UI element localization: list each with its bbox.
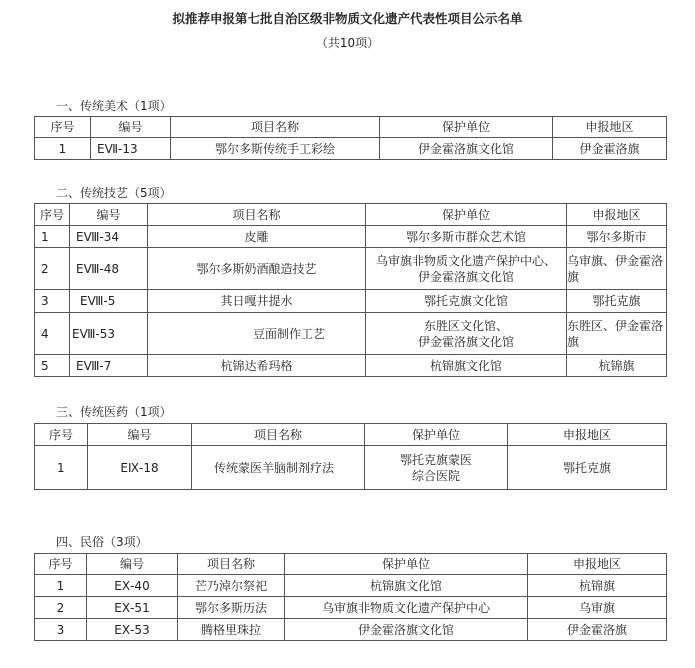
cell-name: 皮雕 [148, 226, 366, 248]
cell-unit [366, 313, 567, 355]
table-row [35, 290, 667, 313]
column-header: 编号 [70, 204, 148, 226]
column-header: 编号 [91, 117, 171, 138]
cell-unit: 杭锦旗文化馆 [366, 355, 567, 377]
table-row [35, 138, 667, 160]
cell-name: 豆面制作工艺 [148, 313, 366, 355]
cell-unit-line: 伊金霍洛旗文化馆 [417, 334, 514, 349]
table-row [35, 446, 667, 490]
column-header: 项目名称 [192, 424, 365, 446]
cell-code: EⅦ-13 [91, 138, 171, 160]
table-header-row [35, 424, 667, 446]
cell-unit-line: 乌审旗非物质文化遗产保护中心、 [375, 253, 556, 268]
cell-unit: 乌审旗非物质文化遗产保护中心 [285, 597, 528, 619]
cell-unit-line: 伊金霍洛旗文化馆 [417, 269, 514, 284]
cell-unit: 鄂尔多斯市群众艺术馆 [366, 226, 567, 248]
cell-name: 鄂尔多斯传统手工彩绘 [171, 138, 380, 160]
cell-code: EⅧ-48 [70, 248, 148, 290]
cell-name: 鄂尔多斯奶酒酿造技艺 [148, 248, 366, 290]
column-header: 保护单位 [285, 554, 528, 575]
page-title: 拟推荐申报第七批自治区级非物质文化遗产代表性项目公示名单 [172, 11, 523, 26]
cell-region: 杭锦旗 [528, 575, 667, 597]
table-header-row [35, 117, 667, 138]
cell-unit: 鄂托克旗文化馆 [366, 290, 567, 313]
table-header-row [35, 204, 667, 226]
cell-name: 其日嘎井提水 [148, 290, 366, 313]
cell-unit: 杭锦旗文化馆 [285, 575, 528, 597]
table-row [35, 226, 667, 248]
cell-code: EⅨ-18 [88, 446, 192, 490]
cell-unit [365, 446, 508, 490]
cell-unit-line: 鄂托克旗蒙医 [399, 452, 472, 467]
table-row [35, 619, 667, 641]
column-header: 项目名称 [178, 554, 285, 575]
table-crafts [34, 203, 667, 377]
table-row [35, 248, 667, 290]
cell-code: EⅧ-5 [70, 290, 148, 313]
cell-no: 1 [35, 446, 88, 490]
cell-region: 鄂尔多斯市 [567, 226, 667, 248]
table-row [35, 355, 667, 377]
column-header: 保护单位 [380, 117, 553, 138]
cell-code: EⅩ-40 [87, 575, 178, 597]
column-header: 保护单位 [366, 204, 567, 226]
cell-region: 杭锦旗 [567, 355, 667, 377]
page-subtitle: （共10项） [315, 36, 380, 50]
cell-unit-line: 综合医院 [411, 468, 460, 483]
column-header: 编号 [88, 424, 192, 446]
table-medicine [34, 423, 667, 490]
cell-no: 1 [35, 226, 70, 248]
cell-no: 1 [35, 575, 87, 597]
cell-name: 腾格里珠拉 [178, 619, 285, 641]
section-heading-medicine: 三、传统医药（1项） [56, 405, 172, 419]
section-heading-folk-customs: 四、民俗（3项） [56, 535, 148, 549]
cell-code: EⅧ-34 [70, 226, 148, 248]
cell-no: 2 [35, 597, 87, 619]
cell-unit: 伊金霍洛旗文化馆 [380, 138, 553, 160]
cell-name: 芒乃淖尔祭祀 [178, 575, 285, 597]
section-heading-fine-arts: 一、传统美术（1项） [56, 99, 172, 113]
cell-region: 东胜区、伊金霍洛旗 [567, 313, 667, 355]
section-heading-crafts: 二、传统技艺（5项） [56, 186, 172, 200]
cell-no: 3 [35, 619, 87, 641]
cell-code: EⅩ-51 [87, 597, 178, 619]
table-row [35, 597, 667, 619]
column-header: 项目名称 [171, 117, 380, 138]
cell-region: 乌审旗 [528, 597, 667, 619]
column-header: 序号 [35, 554, 87, 575]
cell-unit-line: 东胜区文化馆、 [423, 318, 508, 333]
column-header: 序号 [35, 424, 88, 446]
cell-region: 乌审旗、伊金霍洛旗 [567, 248, 667, 290]
table-folk-customs [34, 553, 667, 641]
column-header: 申报地区 [567, 204, 667, 226]
column-header: 序号 [35, 204, 70, 226]
cell-name: 杭锦达希玛格 [148, 355, 366, 377]
cell-no: 1 [35, 138, 91, 160]
table-header-row [35, 554, 667, 575]
column-header: 序号 [35, 117, 91, 138]
column-header: 申报地区 [528, 554, 667, 575]
cell-no: 2 [35, 248, 70, 290]
table-row [35, 313, 667, 355]
cell-code: EⅩ-53 [87, 619, 178, 641]
cell-unit: 伊金霍洛旗文化馆 [285, 619, 528, 641]
cell-no: 4 [35, 313, 70, 355]
table-row [35, 575, 667, 597]
column-header: 编号 [87, 554, 178, 575]
column-header: 保护单位 [365, 424, 508, 446]
column-header: 申报地区 [553, 117, 667, 138]
cell-code: EⅧ-53 [70, 313, 148, 355]
cell-name: 传统蒙医羊脑制剂疗法 [192, 446, 365, 490]
cell-code: EⅧ-7 [70, 355, 148, 377]
cell-region: 鄂托克旗 [567, 290, 667, 313]
cell-region: 鄂托克旗 [508, 446, 667, 490]
cell-name: 鄂尔多斯历法 [178, 597, 285, 619]
column-header: 申报地区 [508, 424, 667, 446]
column-header: 项目名称 [148, 204, 366, 226]
cell-region: 伊金霍洛旗 [553, 138, 667, 160]
cell-no: 5 [35, 355, 70, 377]
cell-region: 伊金霍洛旗 [528, 619, 667, 641]
table-fine-arts [34, 116, 667, 160]
cell-no: 3 [35, 290, 70, 313]
cell-unit [366, 248, 567, 290]
